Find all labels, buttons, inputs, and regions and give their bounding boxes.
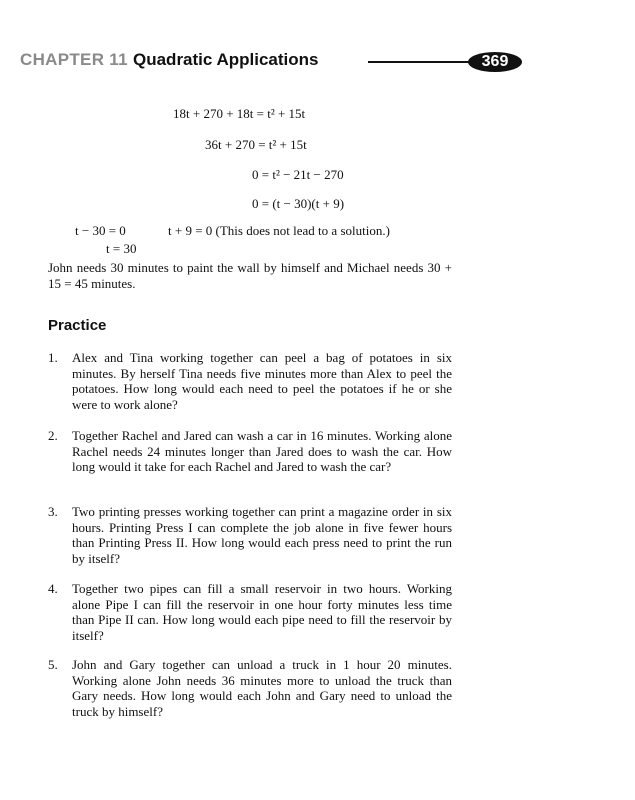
chapter-label: CHAPTER 11 bbox=[20, 50, 128, 69]
equation-4: 0 = (t − 30)(t + 9) bbox=[252, 196, 345, 211]
problem-text: Together two pipes can fill a small reservoir in two hours. Working alone Pipe I can fill the reservoir in one hour forty minutes less time than Pipe II can. How long would each pipe need to fill the reservoir by itself? bbox=[72, 581, 452, 643]
equation-2: 36t + 270 = t² + 15t bbox=[205, 137, 307, 152]
problem-text: Two printing presses working together can print a magazine order in six hours. Printing Press I can complete the job alone in five fewer hours than Printing Press II. How long would each press need to print the run by itself? bbox=[72, 504, 452, 566]
practice-problem bbox=[48, 657, 452, 719]
problem-text: Together Rachel and Jared can wash a car in 16 minutes. Working alone Rachel needs 24 minutes longer than Jared does to wash the car. How long would it take for each Rachel and Jared to wash the car? bbox=[72, 428, 452, 474]
problem-number: 2. bbox=[48, 428, 58, 443]
factor-equation-left: t − 30 = 0 bbox=[75, 223, 126, 238]
chapter-title: Quadratic Applications bbox=[133, 50, 319, 69]
practice-problem bbox=[48, 581, 452, 643]
problem-number: 4. bbox=[48, 581, 58, 596]
problem-number: 1. bbox=[48, 350, 58, 365]
equation-3: 0 = t² − 21t − 270 bbox=[252, 167, 344, 182]
problem-number: 5. bbox=[48, 657, 58, 672]
practice-heading: Practice bbox=[48, 317, 107, 334]
practice-problem bbox=[48, 428, 452, 475]
problem-text: Alex and Tina working together can peel a bag of potatoes in six minutes. By herself Tina needs five minutes more than Alex to peel the potatoes. How long would each need to peel the potatoes if he or she were to work alone? bbox=[72, 350, 452, 412]
page-number-badge: 369 bbox=[468, 52, 522, 72]
solution-equation: t = 30 bbox=[106, 241, 137, 256]
factor-equation-right: t + 9 = 0 (This does not lead to a solution.) bbox=[168, 223, 390, 238]
conclusion-paragraph: John needs 30 minutes to paint the wall by himself and Michael needs 30 + 15 = 45 minutes. bbox=[48, 260, 452, 291]
practice-problem bbox=[48, 350, 452, 412]
practice-problem bbox=[48, 504, 452, 566]
equation-1: 18t + 270 + 18t = t² + 15t bbox=[173, 106, 306, 121]
page-header bbox=[20, 50, 635, 74]
problem-number: 3. bbox=[48, 504, 58, 519]
problem-text: John and Gary together can unload a truck in 1 hour 20 minutes. Working alone John needs 36 minutes more to unload the truck than Gary needs. How long would each John and Gary need to unload the truck by himself? bbox=[72, 657, 452, 719]
